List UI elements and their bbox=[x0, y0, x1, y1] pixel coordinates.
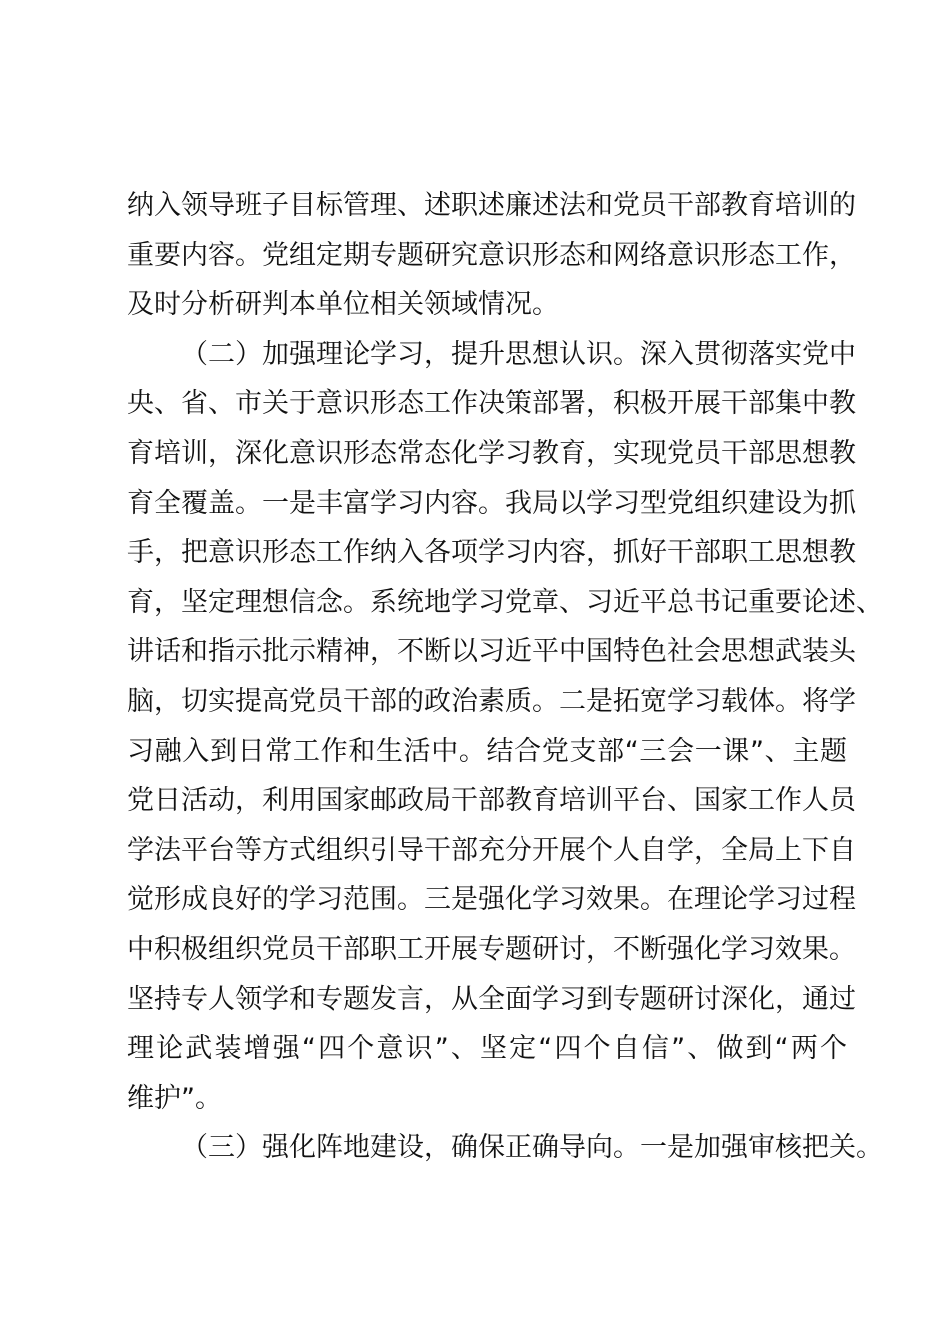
text-line: 党日活动，利用国家邮政局干部教育培训平台、国家工作人员 bbox=[127, 785, 856, 817]
text-line: 习融入到日常工作和生活中。结合党支部“三会一课”、主题 bbox=[127, 735, 847, 767]
body-text bbox=[127, 181, 883, 1173]
text-line: 手，把意识形态工作纳入各项学习内容，抓好干部职工思想教 bbox=[127, 537, 856, 569]
text-line: 讲话和指示批示精神，不断以习近平中国特色社会思想武装头 bbox=[127, 636, 856, 668]
text-line: 学法平台等方式组织引导干部充分开展个人自学，全局上下自 bbox=[127, 834, 856, 866]
text-line: 觉形成良好的学习范围。三是强化学习效果。在理论学习过程 bbox=[127, 884, 856, 916]
text-line: （三）强化阵地建设，确保正确导向。一是加强审核把关。 bbox=[181, 1132, 883, 1164]
text-line: 育全覆盖。一是丰富学习内容。我局以学习型党组织建设为抓 bbox=[127, 487, 856, 519]
text-line: 维护”。 bbox=[127, 1082, 222, 1114]
text-line: 纳入领导班子目标管理、述职述廉述法和党员干部教育培训的 bbox=[127, 190, 856, 221]
text-line: 育，坚定理想信念。系统地学习党章、习近平总书记重要论述、 bbox=[127, 586, 883, 618]
text-line: 坚持专人领学和专题发言，从全面学习到专题研讨深化，通过 bbox=[127, 983, 856, 1015]
text-line: 及时分析研判本单位相关领域情况。 bbox=[127, 289, 559, 321]
text-line: 重要内容。党组定期专题研究意识形态和网络意识形态工作， bbox=[127, 239, 856, 271]
text-line: 理论武装增强“四个意识”、坚定“四个自信”、做到“两个 bbox=[127, 1033, 847, 1065]
text-line: 中积极组织党员干部职工开展专题研讨，不断强化学习效果。 bbox=[127, 933, 856, 965]
text-line: （二）加强理论学习，提升思想认识。深入贯彻落实党中 bbox=[181, 338, 856, 370]
text-line: 脑，切实提高党员干部的政治素质。二是拓宽学习载体。将学 bbox=[127, 685, 856, 717]
text-line: 育培训，深化意识形态常态化学习教育，实现党员干部思想教 bbox=[127, 437, 856, 469]
text-line: 央、省、市关于意识形态工作决策部署，积极开展干部集中教 bbox=[127, 388, 856, 420]
